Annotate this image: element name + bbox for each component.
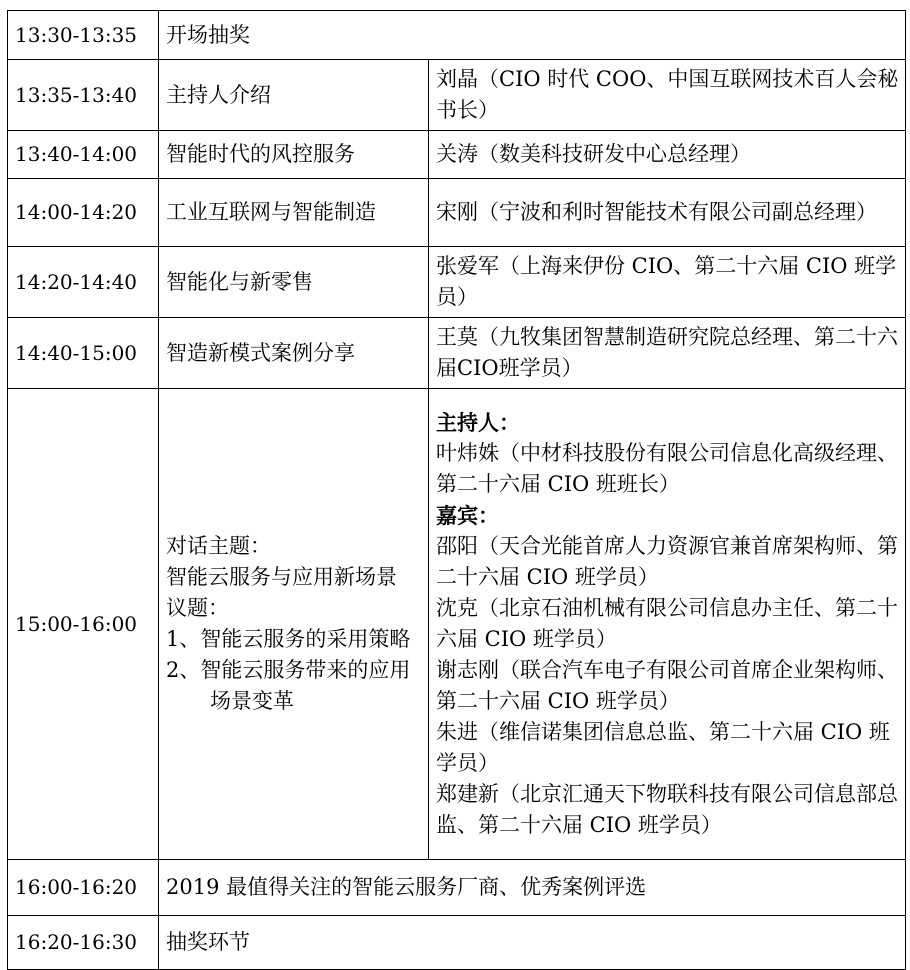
- dialogue-heading: 对话主题：: [166, 534, 271, 558]
- topic-cell: 主持人介绍: [159, 60, 429, 131]
- table-row: [8, 11, 906, 60]
- topic-cell: 智能时代的风控服务: [159, 131, 429, 179]
- guests-label: 嘉宾：: [436, 503, 499, 528]
- speaker-cell: 王莫（九牧集团智慧制造研究院总经理、第二十六届CIO班学员）: [429, 318, 906, 389]
- topic-cell: 智能化与新零售: [159, 247, 429, 318]
- table-row: [8, 247, 906, 318]
- table-row: [8, 389, 906, 860]
- host-name: 叶炜姝（中材科技股份有限公司信息化高级经理、第二十六届 CIO 班班长）: [436, 441, 898, 496]
- time-cell: 14:40-15:00: [8, 318, 159, 389]
- topic-cell: 2019 最值得关注的智能云服务厂商、优秀案例评选: [159, 860, 906, 916]
- guest-item: 郑建新（北京汇通天下物联科技有限公司信息部总监、第二十六届 CIO 班学员）: [436, 782, 898, 837]
- guest-item: 沈克（北京石油机械有限公司信息办主任、第二十六届 CIO 班学员）: [436, 596, 898, 651]
- issues-heading: 议题：: [166, 596, 229, 620]
- agenda-table: [7, 10, 906, 970]
- speaker-cell: 宋刚（宁波和利时智能技术有限公司副总经理）: [429, 179, 906, 247]
- time-cell: 15:00-16:00: [8, 389, 159, 860]
- table-row: [8, 860, 906, 916]
- speaker-cell: 关涛（数美科技研发中心总经理）: [429, 131, 906, 179]
- guest-item: 邵阳（天合光能首席人力资源官兼首席架构师、第二十六届 CIO 班学员）: [436, 534, 898, 589]
- table-row: [8, 131, 906, 179]
- table-row: [8, 179, 906, 247]
- issue-item: 2、智能云服务带来的应用场景变革: [166, 658, 411, 713]
- guest-item: 谢志刚（联合汽车电子有限公司首席企业架构师、第二十六届 CIO 班学员）: [436, 658, 898, 713]
- time-cell: 13:35-13:40: [8, 60, 159, 131]
- topic-cell: [159, 389, 429, 860]
- speaker-cell: 张爱军（上海来伊份 CIO、第二十六届 CIO 班学员）: [429, 247, 906, 318]
- time-cell: 14:00-14:20: [8, 179, 159, 247]
- topic-cell: 工业互联网与智能制造: [159, 179, 429, 247]
- host-label: 主持人：: [436, 410, 520, 435]
- speaker-cell: [429, 389, 906, 860]
- table-row: [8, 916, 906, 970]
- guest-item: 朱进（维信诺集团信息总监、第二十六届 CIO 班学员）: [436, 720, 890, 775]
- table-row: [8, 60, 906, 131]
- topic-cell: 抽奖环节: [159, 916, 906, 970]
- dialogue-title: 智能云服务与应用新场景: [166, 565, 397, 589]
- time-cell: 16:00-16:20: [8, 860, 159, 916]
- topic-cell: 智造新模式案例分享: [159, 318, 429, 389]
- speaker-cell: 刘晶（CIO 时代 COO、中国互联网技术百人会秘书长）: [429, 60, 906, 131]
- time-cell: 13:40-14:00: [8, 131, 159, 179]
- table-row: [8, 318, 906, 389]
- issue-item: 1、智能云服务的采用策略: [166, 627, 411, 651]
- time-cell: 13:30-13:35: [8, 11, 159, 60]
- time-cell: 14:20-14:40: [8, 247, 159, 318]
- time-cell: 16:20-16:30: [8, 916, 159, 970]
- topic-cell: 开场抽奖: [159, 11, 906, 60]
